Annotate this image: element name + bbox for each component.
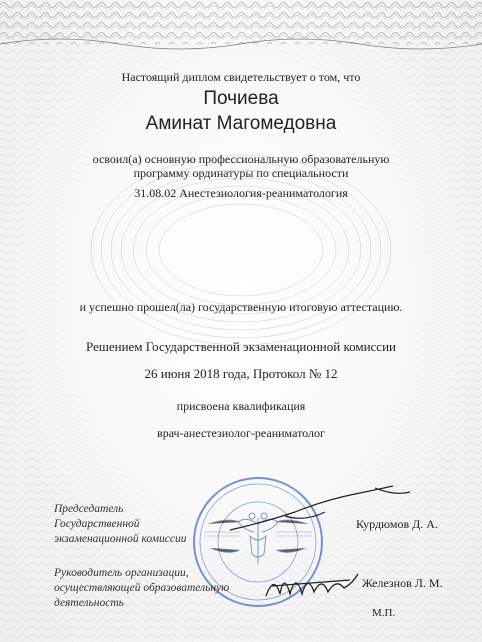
director-name: Железнов Л. М. [362, 576, 443, 590]
director-title [54, 566, 229, 611]
director-signature [262, 566, 362, 606]
director-title-line3: деятельность [54, 597, 124, 609]
chair-title-line1: Председатель [54, 503, 124, 515]
intro-text: Настоящий диплом свидетельствует о том, что [121, 70, 361, 84]
graduate-surname: Почиева [203, 88, 279, 109]
top-ornament-band [0, 0, 482, 44]
chair-signature [225, 482, 415, 542]
seal-place-mark: М.П. [372, 607, 396, 619]
specialty-text: 31.08.02 Анестезиология-реаниматология [134, 186, 348, 200]
chair-title-line3: экзаменационной комиссии [54, 533, 187, 545]
chair-title [54, 502, 187, 547]
commission-decision-text: Решением Государственной экзаменационной комиссии [86, 339, 396, 354]
chair-name: Курдюмов Д. А. [356, 517, 438, 531]
qualification-label: присвоена квалификация [176, 399, 306, 413]
mastered-text-line2: программу ординатуры по специальности [133, 166, 349, 180]
graduate-name-patronymic: Аминат Магомедовна [145, 113, 337, 134]
chair-title-line2: Государственной [54, 518, 140, 530]
mastered-text-line1: освоил(а) основную профессиональную образовательную [92, 152, 390, 166]
qualification-value: врач-анестезиолог-реаниматолог [157, 426, 325, 440]
date-protocol-text: 26 июня 2018 года, Протокол № 12 [144, 366, 338, 381]
director-title-line2: осуществляющей образовательную [54, 582, 230, 594]
attestation-text: и успешно прошел(ла) государственную итоговую аттестацию. [79, 300, 403, 314]
director-title-line1: Руководитель организации, [54, 567, 189, 579]
